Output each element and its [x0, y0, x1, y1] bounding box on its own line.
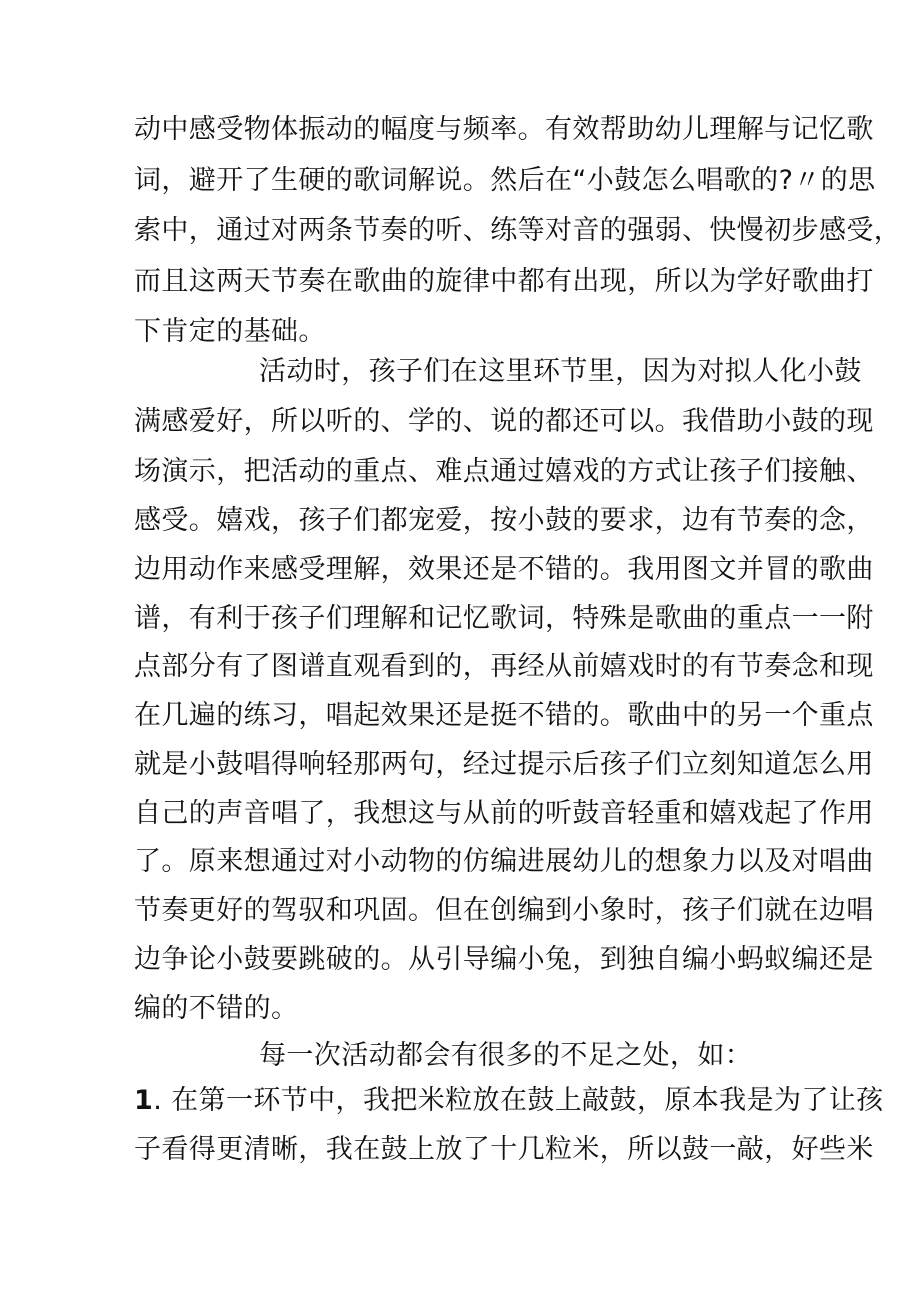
paragraph-line: 边争论小鼓要跳破的。从引导编小兔，到独自编小蚂蚁编还是 [134, 944, 874, 975]
paragraph-line: 点部分有了图谱直观看到的，再经从前嬉戏时的有节奏念和现 [134, 651, 874, 682]
paragraph-line: 下肯定的基础。 [134, 316, 326, 347]
paragraph-line: 谱，有利于孩子们理解和记忆歌词，特殊是歌曲的重点一一附 [134, 603, 874, 634]
paragraph-line: 节奏更好的驾驭和巩固。但在创编到小象时，孩子们就在边唱 [134, 895, 874, 926]
paragraph-line: 在几遍的练习，唱起效果还是挺不错的。歌曲中的另一个重点 [134, 700, 874, 731]
paragraph-line: 了。原来想通过对小动物的仿编进展幼儿的想象力以及对唱曲 [134, 846, 874, 877]
list-item-first-line [134, 1081, 884, 1121]
list-item-number: 1 [134, 1085, 154, 1116]
paragraph-line: 边用动作来感受理解，效果还是不错的。我用图文并冒的歌曲 [134, 554, 874, 585]
paragraph-line: 感受。嬉戏，孩子们都宠爱，按小鼓的要求，边有节奏的念， [134, 505, 874, 536]
paragraph-line: 每一次活动都会有很多的不足之处，如： [259, 1040, 753, 1071]
paragraph-line: 索中，通过对两条节奏的听、练等对音的强弱、快慢初步感受， [134, 215, 902, 246]
paragraph-line: 场演示，把活动的重点、难点通过嬉戏的方式让孩子们接触、 [134, 456, 874, 487]
paragraph-line: 词，避开了生硬的歌词解说。然后在“小鼓怎么唱歌的?〃的思 [134, 165, 876, 196]
paragraph-line: 活动时，孩子们在这里环节里，因为对拟人化小鼓 [259, 356, 862, 387]
paragraph-line: 而且这两天节奏在歌曲的旋律中都有出现，所以为学好歌曲打 [134, 266, 874, 297]
paragraph-line: 就是小鼓唱得响轻那两句，经过提示后孩子们立刻知道怎么用 [134, 749, 874, 780]
list-item-text: . 在第一环节中，我把米粒放在鼓上敲鼓，原本我是为了让孩 [153, 1085, 884, 1116]
paragraph-line: 自己的声音唱了，我想这与从前的听鼓音轻重和嬉戏起了作用 [134, 798, 874, 829]
paragraph-line: 子看得更清晰，我在鼓上放了十几粒米，所以鼓一敲，好些米 [134, 1134, 874, 1165]
paragraph-line: 动中感受物体振动的幅度与频率。有效帮助幼儿理解与记忆歌 [134, 114, 874, 145]
paragraph-line: 编的不错的。 [134, 993, 299, 1024]
paragraph-line: 满感爱好，所以听的、学的、说的都还可以。我借助小鼓的现 [134, 406, 874, 437]
